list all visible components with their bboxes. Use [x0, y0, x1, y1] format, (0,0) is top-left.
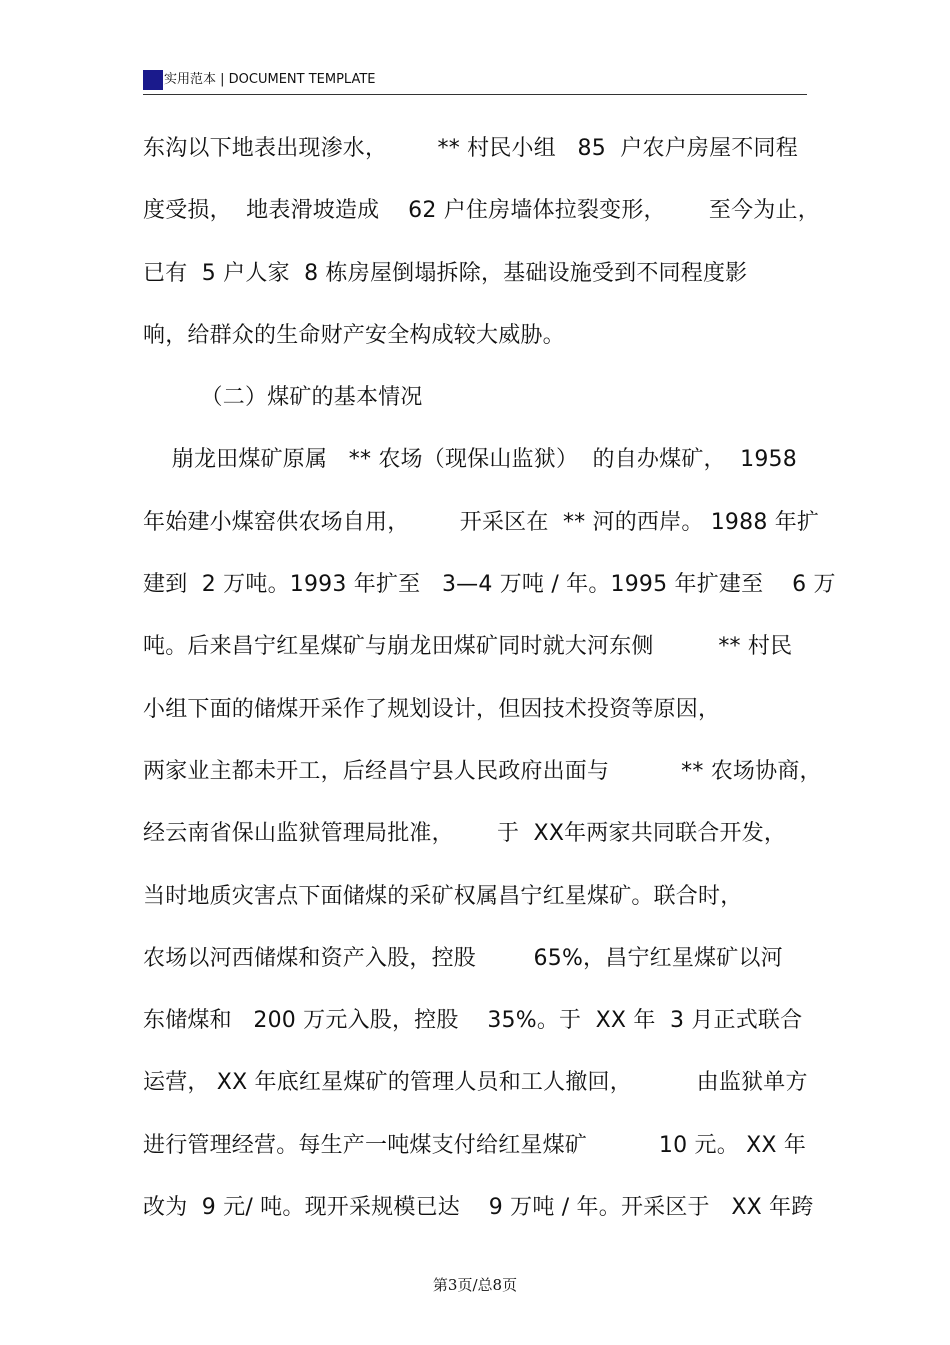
body-line: 度受损， 地表滑坡造成 62 户住房墙体拉裂变形， 至今为止，: [143, 198, 820, 224]
body-line: 进行管理经营。每生产一吨煤支付给红星煤矿 10 元。 XX 年: [143, 1132, 807, 1158]
square-logo-icon: [143, 70, 163, 90]
body-line: 东储煤和 200 万元入股，控股 35%。于 XX 年 3 月正式联合: [143, 1008, 803, 1034]
body-line: 小组下面的储煤开采作了规划设计，但因技术投资等原因，: [143, 696, 721, 722]
body-line: 年始建小煤窑供农场自用， 开采区在 ** 河的西岸。 1988 年扩: [143, 509, 820, 535]
body-line: 东沟以下地表出现渗水， ** 村民小组 85 户农户房屋不同程: [143, 136, 798, 161]
section-heading: （二）煤矿的基本情况: [143, 385, 423, 411]
body-line: 农场以河西储煤和资产入股，控股 65%，昌宁红星煤矿以河: [143, 945, 783, 971]
body-line: 当时地质灾害点下面储煤的采矿权属昌宁红星煤矿。联合时，: [143, 883, 743, 909]
body-line: 崩龙田煤矿原属 ** 农场（现保山监狱） 的自办煤矿， 1958: [143, 447, 797, 473]
body-line: 经云南省保山监狱管理局批准， 于 XX年两家共同联合开发，: [143, 821, 787, 847]
document-body: [143, 118, 836, 1239]
body-line: 已有 5 户人家 8 栋房屋倒塌拆除，基础设施受到不同程度影: [143, 260, 748, 286]
body-line: 建到 2 万吨。1993 年扩至 3—4 万吨 / 年。1995 年扩建至 6 万: [143, 572, 836, 598]
body-line: 吨。后来昌宁红星煤矿与崩龙田煤矿同时就大河东侧 ** 村民: [143, 634, 793, 660]
body-line: 两家业主都未开工，后经昌宁县人民政府出面与 ** 农场协商，: [143, 758, 822, 784]
document-header: [143, 68, 807, 95]
header-title: 实用范本 | DOCUMENT TEMPLATE: [164, 72, 376, 87]
body-line: 运营， XX 年底红星煤矿的管理人员和工人撤回， 由监狱单方: [143, 1070, 808, 1096]
body-line: 响，给群众的生命财产安全构成较大威胁。: [143, 322, 565, 348]
page-number: 第3页/总8页: [432, 1276, 518, 1294]
body-line: 改为 9 元/ 吨。现开采规模已达 9 万吨 / 年。开采区于 XX 年跨: [143, 1195, 814, 1221]
